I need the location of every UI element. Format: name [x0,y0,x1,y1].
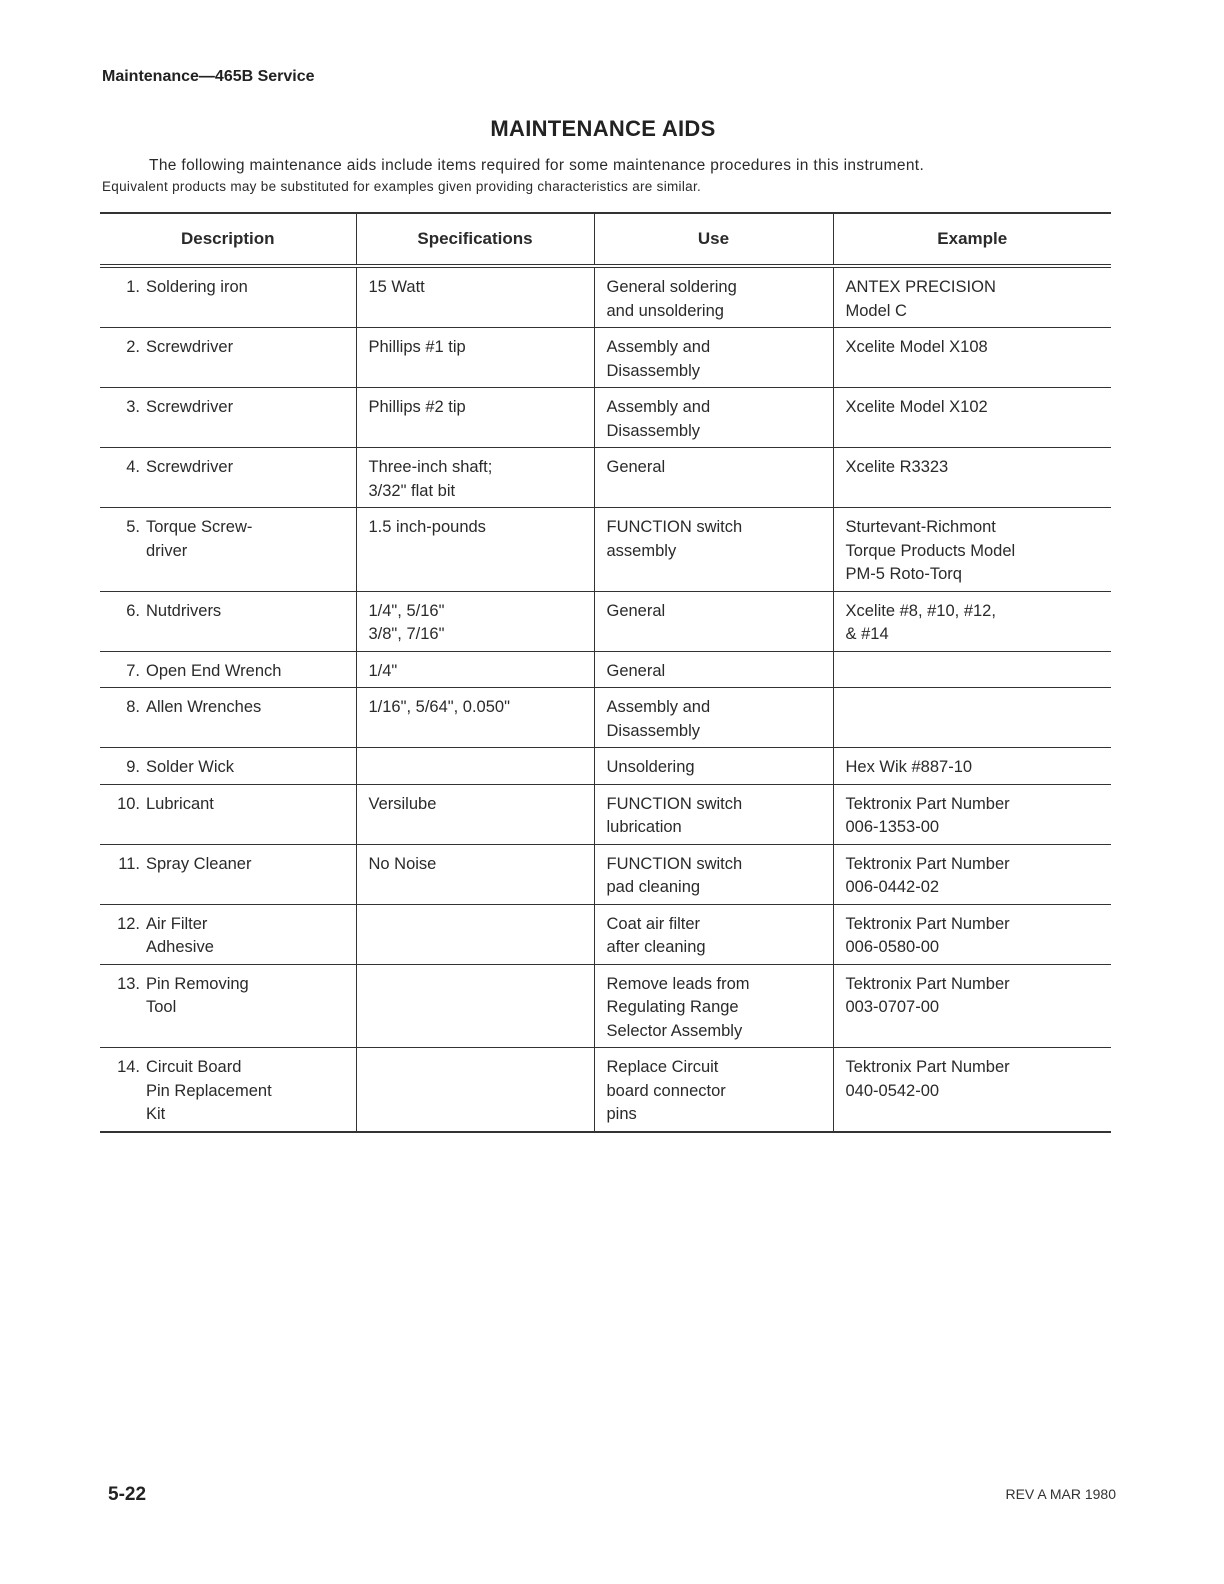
cell-example: Tektronix Part Number 040-0542-00 [833,1048,1111,1132]
cell-specifications: 1/4", 5/16" 3/8", 7/16" [356,591,594,651]
item-number: 9. [126,758,140,776]
cell-specifications [356,1048,594,1132]
item-description: Pin Removing Tool [146,974,249,1016]
table-row [100,748,1111,785]
header-use: Use [594,213,833,266]
cell-use: General [594,448,833,508]
cell-example [833,651,1111,688]
cell-use: Unsoldering [594,748,833,785]
cell-specifications [356,748,594,785]
table-header-row [100,213,1111,266]
cell-description [100,651,356,688]
table-row [100,1048,1111,1132]
cell-description [100,964,356,1048]
cell-description [100,508,356,592]
cell-specifications: Phillips #1 tip [356,328,594,388]
item-description: Circuit Board Pin Replacement Kit [146,1058,272,1123]
cell-description [100,1048,356,1132]
table-row [100,651,1111,688]
cell-use: FUNCTION switch assembly [594,508,833,592]
cell-use: FUNCTION switch lubrication [594,784,833,844]
cell-use: Replace Circuit board connector pins [594,1048,833,1132]
cell-use: Assembly and Disassembly [594,688,833,748]
cell-description [100,266,356,328]
header-specifications: Specifications [356,213,594,266]
cell-example: Tektronix Part Number 006-0442-02 [833,844,1111,904]
cell-specifications [356,964,594,1048]
cell-description [100,688,356,748]
item-number: 8. [126,698,140,716]
table-row [100,784,1111,844]
cell-use: FUNCTION switch pad cleaning [594,844,833,904]
item-number: 7. [126,661,140,680]
cell-example [833,688,1111,748]
table-row [100,388,1111,448]
cell-specifications: No Noise [356,844,594,904]
cell-example: Tektronix Part Number 003-0707-00 [833,964,1111,1048]
item-number: 14. [117,1058,140,1076]
cell-description [100,328,356,388]
table-row [100,844,1111,904]
cell-description [100,448,356,508]
cell-use: General [594,651,833,688]
cell-specifications [356,904,594,964]
item-number: 13. [117,974,140,993]
cell-description [100,784,356,844]
cell-use: Assembly and Disassembly [594,388,833,448]
cell-use: General [594,591,833,651]
cell-example: Xcelite Model X108 [833,328,1111,388]
item-number: 5. [126,518,140,536]
cell-description [100,904,356,964]
cell-example: Tektronix Part Number 006-1353-00 [833,784,1111,844]
item-description: Air Filter Adhesive [146,914,214,956]
item-description: Nutdrivers [146,601,222,620]
item-description: Spray Cleaner [146,854,252,873]
cell-specifications: Versilube [356,784,594,844]
table-row [100,266,1111,328]
intro-line-1: The following maintenance aids include items required for some maintenance procedures in this instrument. [149,157,925,174]
table-row [100,328,1111,388]
cell-specifications: 15 Watt [356,266,594,328]
cell-specifications: 1/16", 5/64", 0.050" [356,688,594,748]
table-row [100,591,1111,651]
running-head: Maintenance—465B Service [102,68,315,85]
item-description: Allen Wrenches [146,698,262,716]
page-title: MAINTENANCE AIDS [490,116,716,141]
cell-example: Xcelite #8, #10, #12, & #14 [833,591,1111,651]
item-number: 11. [118,854,140,873]
cell-use: Coat air filter after cleaning [594,904,833,964]
maintenance-aids-table [100,212,1111,1133]
cell-example: ANTEX PRECISION Model C [833,266,1111,328]
table-row [100,688,1111,748]
cell-specifications: 1.5 inch-pounds [356,508,594,592]
cell-example: Hex Wik #887-10 [833,748,1111,785]
item-description: Screwdriver [146,458,234,476]
cell-use: General soldering and unsoldering [594,266,833,328]
cell-specifications: 1/4" [356,651,594,688]
cell-example: Xcelite R3323 [833,448,1111,508]
table-row [100,964,1111,1048]
item-number: 12. [117,914,140,933]
cell-use: Assembly and Disassembly [594,328,833,388]
cell-description [100,388,356,448]
item-description: Lubricant [146,794,214,813]
table-row [100,448,1111,508]
item-description: Soldering iron [146,278,248,296]
page-number: 5-22 [108,1484,147,1505]
item-number: 1. [126,278,140,296]
cell-specifications: Phillips #2 tip [356,388,594,448]
intro-line-2: Equivalent products may be substituted for examples given providing characteristics are similar. [102,179,702,194]
cell-use: Remove leads from Regulating Range Selector Assembly [594,964,833,1048]
cell-example: Sturtevant-Richmont Torque Products Model PM-5 Roto-Torq [833,508,1111,592]
item-number: 2. [126,338,140,356]
item-description: Torque Screw- driver [146,518,253,560]
cell-example: Xcelite Model X102 [833,388,1111,448]
item-number: 3. [126,398,140,416]
cell-example: Tektronix Part Number 006-0580-00 [833,904,1111,964]
table-row [100,904,1111,964]
cell-description [100,591,356,651]
item-description: Solder Wick [146,758,235,776]
item-number: 6. [126,601,140,620]
table-row [100,508,1111,592]
revision-date: REV A MAR 1980 [1005,1486,1116,1502]
item-number: 10. [117,794,140,813]
item-description: Screwdriver [146,398,234,416]
item-number: 4. [126,458,140,476]
item-description: Screwdriver [146,338,234,356]
header-example: Example [833,213,1111,266]
cell-description [100,844,356,904]
header-description: Description [100,213,356,266]
cell-specifications: Three-inch shaft; 3/32" flat bit [356,448,594,508]
cell-description [100,748,356,785]
intro-paragraph [102,155,1110,197]
item-description: Open End Wrench [146,661,282,680]
